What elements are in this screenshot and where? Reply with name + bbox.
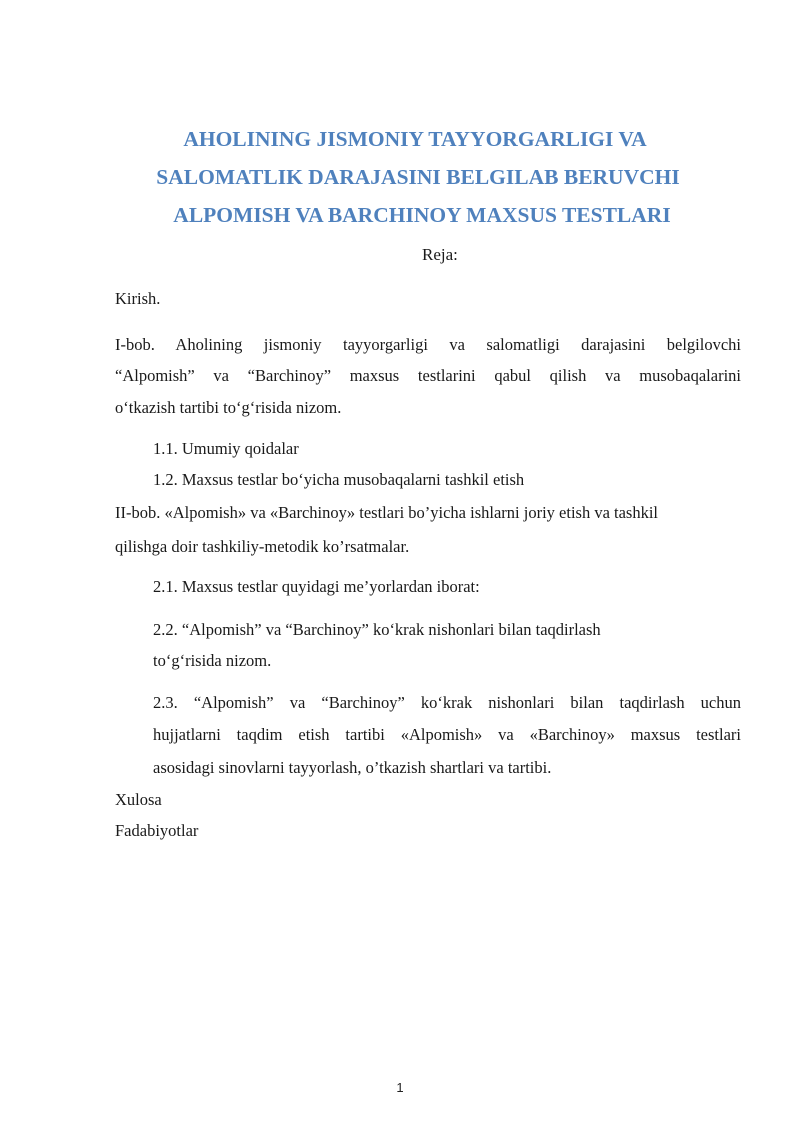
page-number: 1 (396, 1080, 404, 1095)
chapter2-line-1: II-bob. «Alpomish» va «Barchinoy» testlari bo’yicha ishlarni joriy etish va tashkil (115, 503, 659, 522)
section-2-3-line-1: 2.3. “Alpomish” va “Barchinoy” ko‘krak nishonlari bilan taqdirlash uchun (153, 693, 741, 712)
title-line-2: SALOMATLIK DARAJASINI BELGILAB BERUVCHI (156, 165, 680, 189)
section-2-2-line-2: to‘g‘risida nizom. (153, 651, 272, 670)
section-2-1: 2.1. Maxsus testlar quyidagi me’yorlardan iborat: (153, 577, 480, 596)
intro-item: Kirish. (115, 289, 161, 308)
chapter1-line-2: “Alpomish” va “Barchinoy” maxsus testlarini qabul qilish va musobaqalarini (115, 366, 741, 385)
conclusion-item: Xulosa (115, 790, 162, 809)
section-2-3-line-3: asosidagi sinovlarni tayyorlash, o’tkazish shartlari va tartibi. (153, 758, 552, 777)
section-2-2-line-1: 2.2. “Alpomish” va “Barchinoy” ko‘krak nishonlari bilan taqdirlash (153, 620, 601, 639)
section-1-2: 1.2. Maxsus testlar bo‘yicha musobaqalarni tashkil etish (153, 470, 525, 489)
document-title (0, 120, 800, 234)
plan-heading: Reja: (422, 245, 458, 264)
title-line-3: ALPOMISH VA BARCHINOY MAXSUS TESTLARI (173, 203, 671, 227)
section-1-1: 1.1. Umumiy qoidalar (153, 439, 299, 458)
references-item: Fadabiyotlar (115, 821, 199, 840)
section-2-3-line-2: hujjatlarni taqdim etish tartibi «Alpomish» va «Barchinoy» maxsus testlari (153, 725, 741, 744)
chapter2-line-2: qilishga doir tashkiliy-metodik ko’rsatmalar. (115, 537, 410, 556)
title-line-1: AHOLINING JISMONIY TAYYORGARLIGI VA (183, 127, 647, 151)
chapter1-line-1: I-bob. Aholining jismoniy tayyorgarligi va salomatligi darajasini belgilovchi (115, 335, 741, 354)
chapter1-line-3: o‘tkazish tartibi to‘g‘risida nizom. (115, 398, 342, 417)
